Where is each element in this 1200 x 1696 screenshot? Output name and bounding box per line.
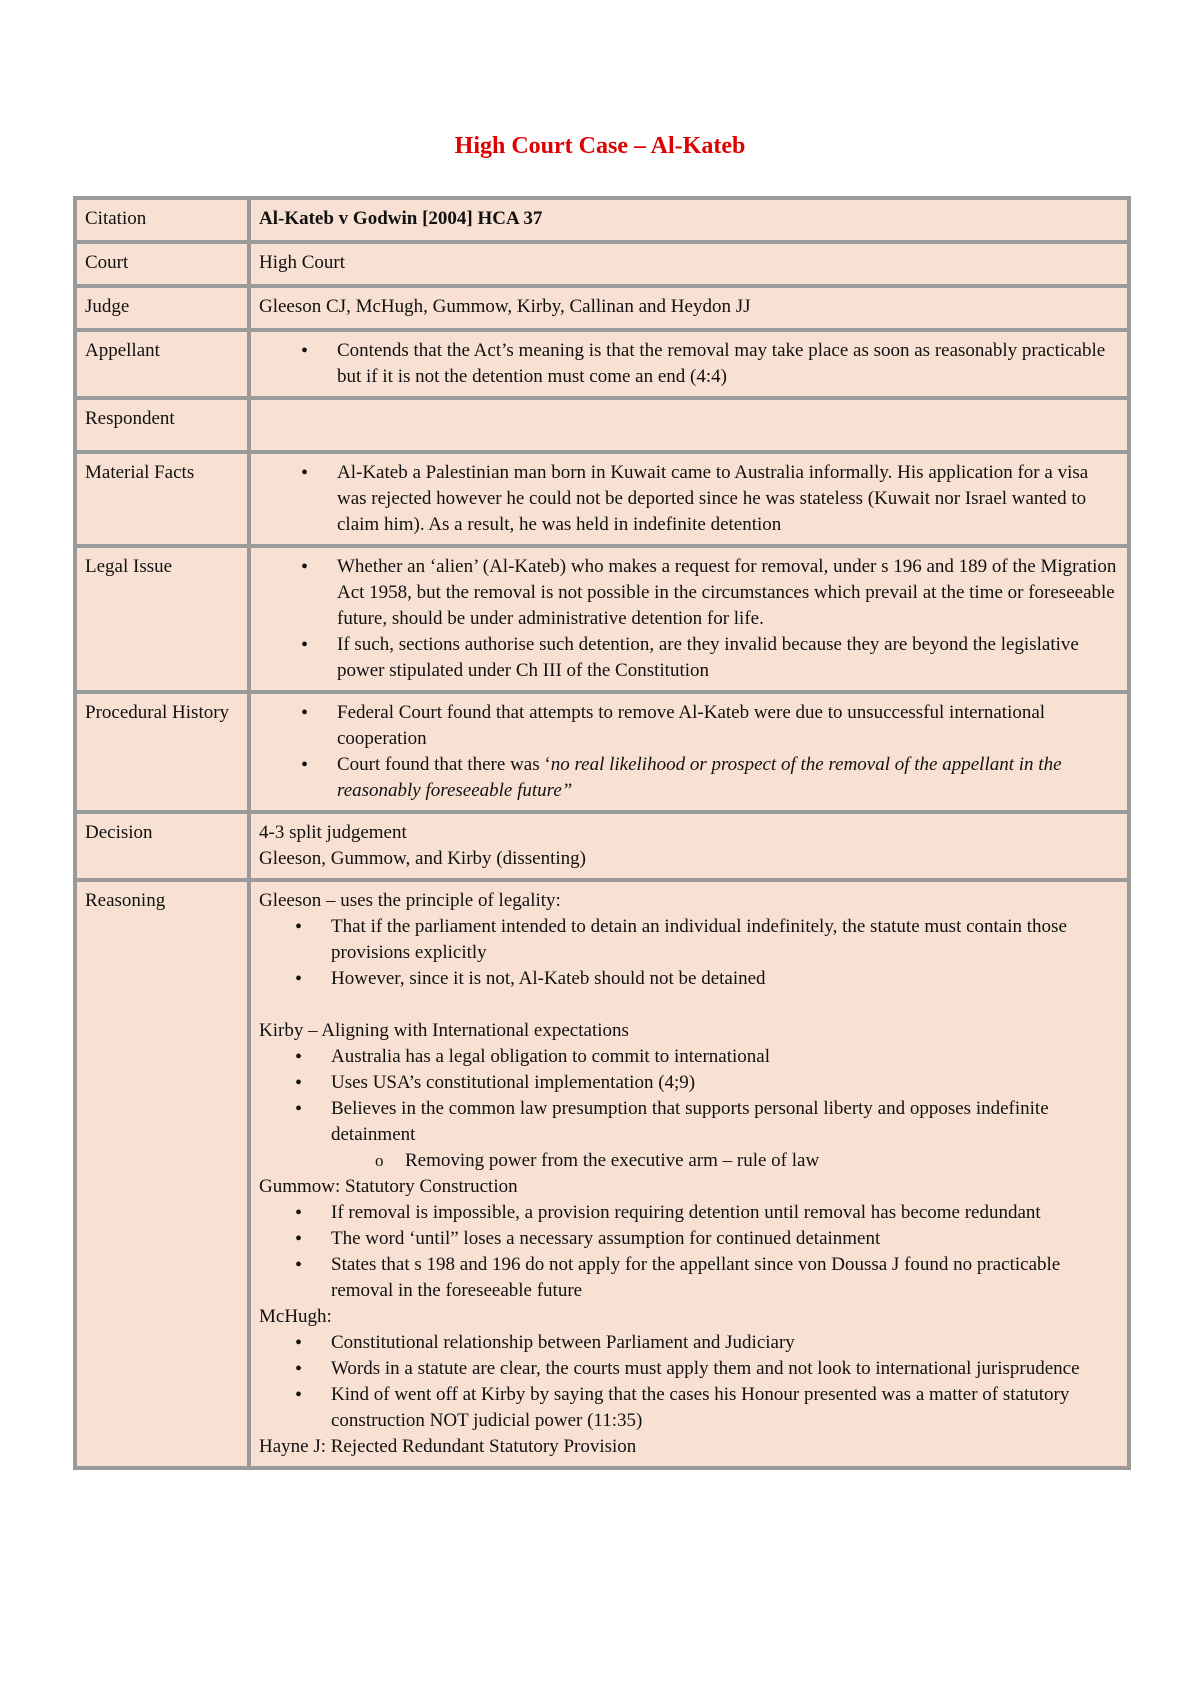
list-item: • Contends that the Act’s meaning is that the removal may take place as soon as reasonably practicable but if it is not the detention must come an end (4:4) <box>337 338 1119 390</box>
list-item: • If such, sections authorise such detention, are they invalid because they are beyond the legislative power stipulated under Ch III of the Constitution <box>337 632 1119 684</box>
gleeson-list <box>259 914 1119 992</box>
procedural-history-list <box>259 700 1119 804</box>
label-legal-issue: Legal Issue <box>75 546 249 692</box>
page-title: High Court Case – Al-Kateb <box>454 133 746 159</box>
label-respondent: Respondent <box>75 398 249 452</box>
reasoning-heading-gleeson: Gleeson – uses the principle of legality: <box>259 890 561 911</box>
reasoning-heading-gummow: Gummow: Statutory Construction <box>259 1176 518 1197</box>
row-judge <box>75 286 1129 330</box>
reasoning-heading-hayne: Hayne J: Rejected Redundant Statutory Provision <box>259 1436 637 1457</box>
decision-line: Gleeson, Gummow, and Kirby (dissenting) <box>259 848 586 869</box>
quote-text: no real likelihood or prospect of the removal of the appellant in the reasonably foreseeable future” <box>337 754 1062 801</box>
legal-issue-list <box>259 554 1119 684</box>
row-reasoning <box>75 880 1129 1468</box>
value-decision <box>249 812 1129 880</box>
list-item: • Words in a statute are clear, the courts must apply them and not look to international jurisprudence <box>331 1356 1119 1382</box>
list-item: • Australia has a legal obligation to commit to international <box>331 1044 1119 1070</box>
decision-line: 4-3 split judgement <box>259 822 407 843</box>
row-appellant <box>75 330 1129 398</box>
value-reasoning <box>249 880 1129 1468</box>
list-item: o Removing power from the executive arm – rule of law <box>405 1148 1119 1174</box>
kirby-list <box>259 1044 1119 1148</box>
value-legal-issue <box>249 546 1129 692</box>
label-reasoning: Reasoning <box>75 880 249 1468</box>
material-facts-list <box>259 460 1119 538</box>
label-judge: Judge <box>75 286 249 330</box>
list-item: • If removal is impossible, a provision requiring detention until removal has become redundant <box>331 1200 1119 1226</box>
quote-prefix: Court found that there was ‘ <box>337 754 551 775</box>
appellant-list <box>259 338 1119 390</box>
list-item: • Al-Kateb a Palestinian man born in Kuwait came to Australia informally. His application for a visa was rejected however he could not be deported since he was stateless (Kuwait nor Israel wanted to claim him). As a result, he was held in indefinite detention <box>337 460 1119 538</box>
reasoning-heading-mchugh: McHugh: <box>259 1306 332 1327</box>
value-procedural-history <box>249 692 1129 812</box>
row-court <box>75 242 1129 286</box>
case-table <box>73 196 1131 1470</box>
row-decision <box>75 812 1129 880</box>
list-item <box>337 752 1119 804</box>
label-decision: Decision <box>75 812 249 880</box>
value-respondent <box>249 398 1129 452</box>
mchugh-list <box>259 1330 1119 1434</box>
label-material-facts: Material Facts <box>75 452 249 546</box>
value-appellant <box>249 330 1129 398</box>
reasoning-heading-kirby: Kirby – Aligning with International expectations <box>259 1020 629 1041</box>
row-procedural-history <box>75 692 1129 812</box>
list-item: • That if the parliament intended to detain an individual indefinitely, the statute must contain those provisions explicitly <box>331 914 1119 966</box>
label-procedural-history: Procedural History <box>75 692 249 812</box>
value-citation: Al-Kateb v Godwin [2004] HCA 37 <box>249 198 1129 242</box>
list-item: • Federal Court found that attempts to remove Al-Kateb were due to unsuccessful international cooperation <box>337 700 1119 752</box>
list-item: • The word ‘until” loses a necessary assumption for continued detainment <box>331 1226 1119 1252</box>
label-court: Court <box>75 242 249 286</box>
row-material-facts <box>75 452 1129 546</box>
list-item: • Whether an ‘alien’ (Al-Kateb) who makes a request for removal, under s 196 and 189 of the Migration Act 1958, but the removal is not possible in the circumstances which prevail at the time or foreseeable future, should be under administrative detention for life. <box>337 554 1119 632</box>
list-item: • States that s 198 and 196 do not apply for the appellant since von Doussa J found no practicable removal in the foreseeable future <box>331 1252 1119 1304</box>
list-item: • Kind of went off at Kirby by saying that the cases his Honour presented was a matter of statutory construction NOT judicial power (11:35) <box>331 1382 1119 1434</box>
value-material-facts <box>249 452 1129 546</box>
row-respondent <box>75 398 1129 452</box>
spacer <box>259 992 1119 1018</box>
value-judge: Gleeson CJ, McHugh, Gummow, Kirby, Callinan and Heydon JJ <box>249 286 1129 330</box>
kirby-sub-list <box>259 1148 1119 1174</box>
value-court: High Court <box>249 242 1129 286</box>
list-item: • Constitutional relationship between Parliament and Judiciary <box>331 1330 1119 1356</box>
label-citation: Citation <box>75 198 249 242</box>
gummow-list <box>259 1200 1119 1304</box>
list-item: • However, since it is not, Al-Kateb should not be detained <box>331 966 1119 992</box>
row-citation <box>75 198 1129 242</box>
label-appellant: Appellant <box>75 330 249 398</box>
row-legal-issue <box>75 546 1129 692</box>
list-item: • Believes in the common law presumption that supports personal liberty and opposes indefinite detainment <box>331 1096 1119 1148</box>
list-item: • Uses USA’s constitutional implementation (4;9) <box>331 1070 1119 1096</box>
